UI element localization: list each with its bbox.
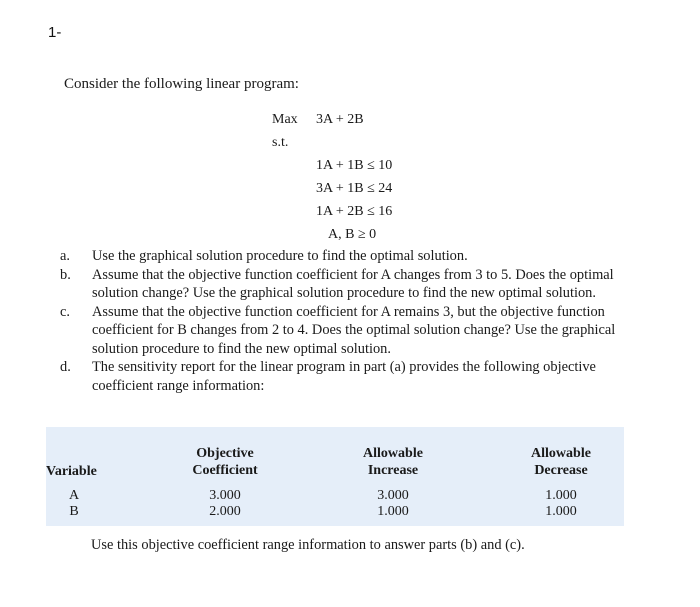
cell-variable: B: [69, 504, 79, 519]
part-text: Use the graphical solution procedure to find the optimal solution.: [92, 248, 468, 264]
header-line: Allowable: [531, 446, 591, 461]
nonnegativity-constraint: A, B ≥ 0: [328, 227, 377, 242]
question-parts: [60, 247, 626, 395]
part-letter: d.: [60, 359, 71, 375]
header-variable: Variable: [46, 464, 97, 479]
part-c: [60, 303, 626, 359]
cell-increase: 1.000: [377, 504, 409, 519]
part-text: Assume that the objective function coefficient for A changes from 3 to 5. Does the optimal solution change? Use the graphical solution procedure to find the new optimal solution.: [92, 266, 614, 301]
constraint: 1A + 1B ≤ 10: [316, 158, 393, 173]
objective-function: 3A + 2B: [316, 112, 364, 127]
problem-number: 1-: [48, 24, 62, 41]
cell-coefficient: 3.000: [209, 488, 241, 503]
header-line: Decrease: [534, 463, 588, 478]
header-allowable-increase: [348, 445, 438, 479]
subject-to-label: s.t.: [272, 135, 289, 150]
header-line: Objective: [196, 446, 254, 461]
objective-keyword: Max: [272, 112, 298, 127]
part-letter: a.: [60, 248, 70, 264]
sensitivity-table: [46, 427, 624, 526]
part-a: [60, 247, 626, 266]
header-line: Increase: [367, 463, 419, 478]
header-objective-coefficient: [176, 445, 274, 479]
linear-program: [272, 108, 392, 246]
part-letter: b.: [60, 266, 71, 283]
part-b: [60, 266, 626, 303]
cell-decrease: 1.000: [545, 488, 577, 503]
footnote: Use this objective coefficient range information to answer parts (b) and (c).: [91, 537, 525, 553]
intro-text: Consider the following linear program:: [64, 76, 299, 92]
part-text: Assume that the objective function coefficient for A remains 3, but the objective function coefficient for B changes from 2 to 4. Does the optimal solution change? Use the graphical solution procedure to find the new optimal solution.: [92, 303, 616, 357]
header-line: Allowable: [363, 446, 423, 461]
constraint: 1A + 2B ≤ 16: [316, 204, 393, 219]
cell-coefficient: 2.000: [209, 504, 241, 519]
part-text: The sensitivity report for the linear program in part (a) provides the following objective coefficient range information:: [92, 359, 596, 394]
part-letter: c.: [60, 303, 70, 320]
cell-decrease: 1.000: [545, 504, 577, 519]
header-allowable-decrease: [516, 445, 606, 479]
cell-increase: 3.000: [377, 488, 409, 503]
constraint: 3A + 1B ≤ 24: [316, 181, 393, 196]
cell-variable: A: [68, 488, 80, 503]
part-d: [60, 358, 626, 395]
header-line: Coefficient: [192, 463, 258, 478]
